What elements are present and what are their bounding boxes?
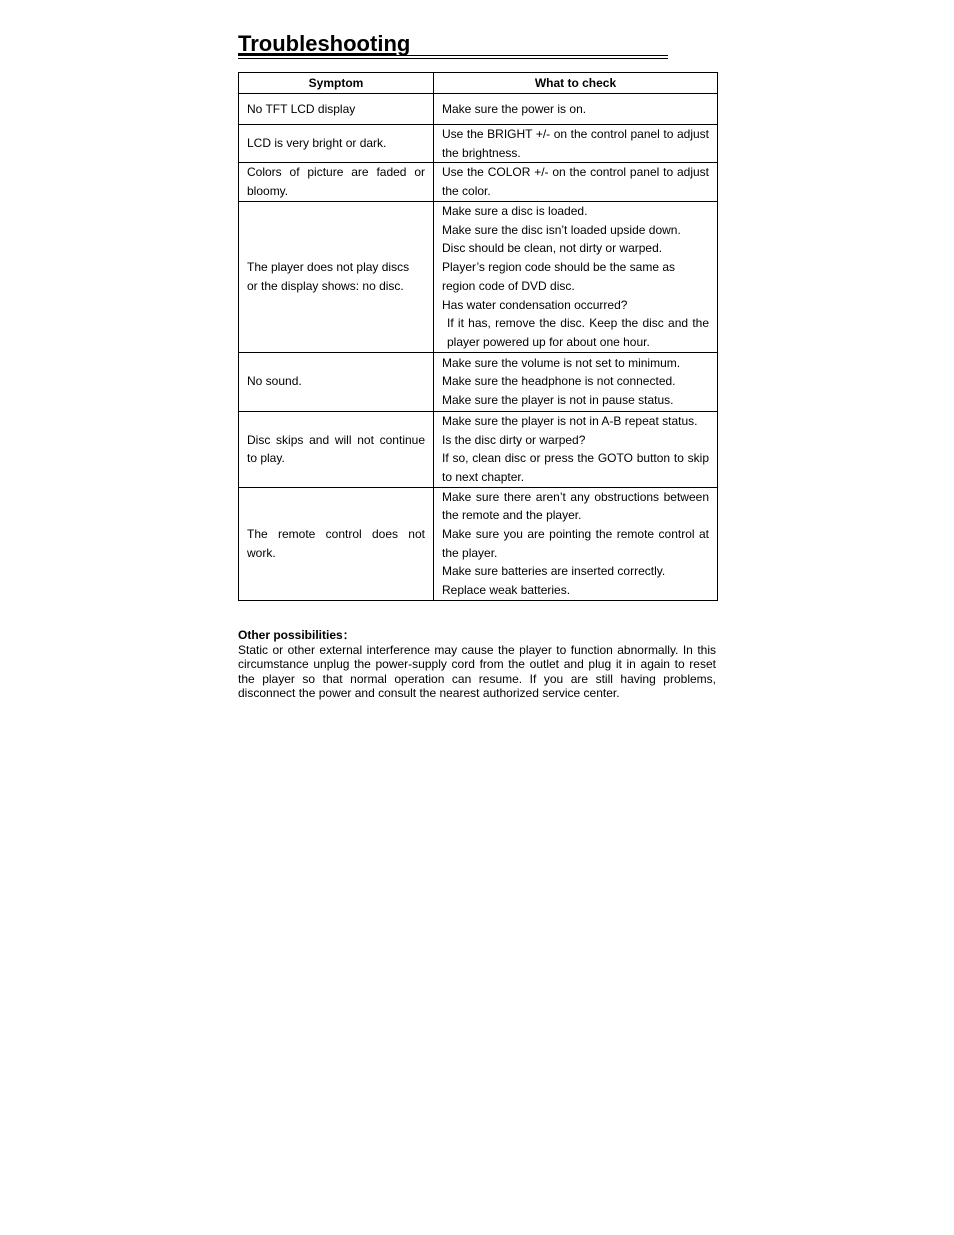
check-line: Make sure the headphone is not connected. [442, 374, 676, 389]
check-line: Disc should be clean, not dirty or warped. [442, 241, 663, 256]
check-cell [434, 201, 718, 352]
title-block [238, 30, 668, 58]
check-line: Make sure there aren’t any obstructions between the remote and the player. [442, 489, 709, 523]
title-rule-top [238, 55, 668, 56]
check-line: Player’s region code should be the same as [442, 260, 676, 275]
check-cell [434, 352, 718, 411]
check-line: If it has, remove the disc. Keep the disc and the player powered up for about one hour. [447, 316, 709, 349]
check-line: Make sure the player is not in A-B repeat status. [442, 413, 698, 428]
symptom-cell: No TFT LCD display [239, 94, 434, 125]
check-line: If so, clean disc or press the GOTO button to skip to next chapter. [442, 451, 709, 484]
check-line: Make sure batteries are inserted correctly. [442, 564, 666, 579]
table-header-row [239, 73, 718, 94]
symptom-cell: The remote control does not work. [239, 487, 434, 600]
check-line: Make sure the volume is not set to minimum. [442, 355, 681, 370]
header-symptom: Symptom [239, 73, 434, 94]
check-line: Make sure the disc isn’t loaded upside down. [442, 222, 681, 237]
symptom-cell: No sound. [239, 352, 434, 411]
header-what-to-check: What to check [434, 73, 718, 94]
check-cell: Use the BRIGHT +/- on the control panel to adjust the brightness. [434, 125, 718, 163]
page-title: Troubleshooting [238, 31, 411, 56]
check-line: Make sure you are pointing the remote control at the player. [442, 527, 709, 560]
table-row [239, 411, 718, 487]
check-line: Has water condensation occurred? [442, 297, 628, 312]
table-row [239, 94, 718, 125]
check-cell [434, 411, 718, 487]
symptom-cell: Colors of picture are faded or bloomy. [239, 163, 434, 201]
symptom-cell: LCD is very bright or dark. [239, 125, 434, 163]
check-line: Make sure the player is not in pause status. [442, 393, 674, 408]
table-row [239, 125, 718, 163]
check-line: Make sure the power is on. [442, 101, 587, 116]
check-line: Is the disc dirty or warped? [442, 432, 586, 447]
check-line: Make sure a disc is loaded. [442, 204, 588, 218]
check-line: Replace weak batteries. [442, 583, 571, 598]
check-line: region code of DVD disc. [442, 278, 575, 293]
title-rule-bottom [238, 58, 668, 59]
table-row [239, 163, 718, 201]
check-cell [434, 94, 718, 125]
symptom-line: The player does not play discs [247, 260, 410, 275]
check-cell [434, 487, 718, 600]
troubleshooting-page [238, 30, 718, 700]
table-row [239, 352, 718, 411]
other-possibilities-body: Static or other external interference may cause the player to function abnormally. In this circumstance unplug the power-supply cord from the outlet and plug it in again to reset the player so that normal operation can resume. If you are still having problems, disconnect the power and consult the nearest authorized service center. [238, 642, 716, 700]
symptom-cell [239, 201, 434, 352]
other-possibilities-heading: Other possibilities： [238, 628, 355, 642]
table-row [239, 201, 718, 352]
table-row [239, 487, 718, 600]
other-possibilities-section [238, 628, 716, 701]
symptom-cell: Disc skips and will not continue to play. [239, 411, 434, 487]
check-cell: Use the COLOR +/- on the control panel to adjust the color. [434, 163, 718, 201]
troubleshooting-table [238, 72, 718, 601]
symptom-line: or the display shows: no disc. [247, 278, 404, 293]
